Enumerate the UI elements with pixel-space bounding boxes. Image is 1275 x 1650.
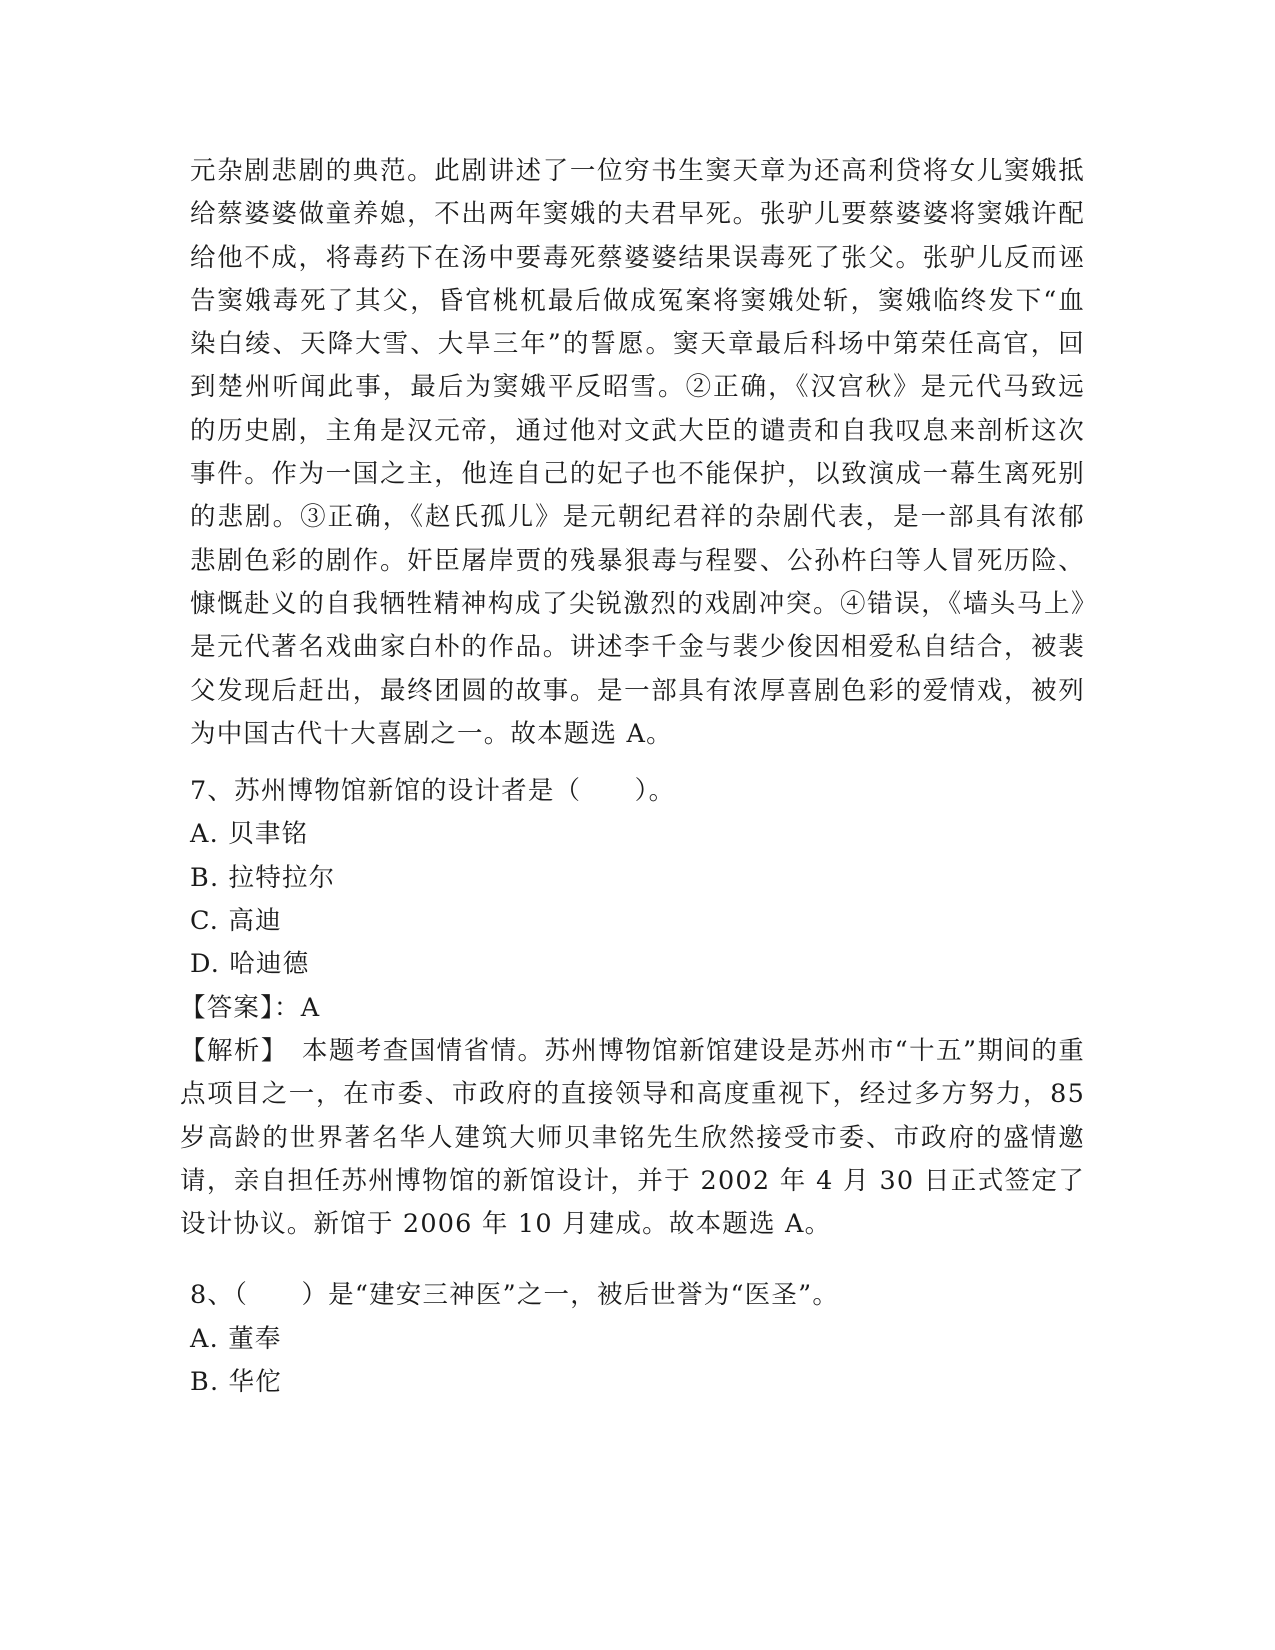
- question-7-option-a: A. 贝聿铭: [190, 819, 309, 850]
- question-7-answer: 【答案】：A: [180, 992, 321, 1023]
- q6-analysis-continuation: 元杂剧悲剧的典范。此剧讲述了一位穷书生窦天章为还高利贷将女儿窦娥抵给蔡婆婆做童养媳，不出两年窦娥的夫君早死。张驴儿要蔡婆婆将窦娥许配给他不成，将毒药下在汤中要毒死蔡婆婆结果误毒死了张父。张驴儿反而诬告窦娥毒死了其父，昏官桃杌最后做成冤案将窦娥处斩，窦娥临终发下“血染白绫、天降大雪、大旱三年”的誓愿。窦天章最后科场中第荣任高官，回到楚州听闻此事，最后为窦娥平反昭雪。②正确，《汉宫秋》是元代马致远的历史剧，主角是汉元帝，通过他对文武大臣的谴责和自我叹息来剖析这次事件。作为一国之主，他连自己的妃子也不能保护，以致演成一幕生离死别的悲剧。③正确，《赵氏孤儿》是元朝纪君祥的杂剧代表，是一部具有浓郁悲剧色彩的剧作。奸臣屠岸贾的残暴狠毒与程婴、公孙杵臼等人冒死历险、慷慨赴义的自我牺牲精神构成了尖锐激烈的戏剧冲突。④错误，《墙头马上》是元代著名戏曲家白朴的作品。讲述李千金与裴少俊因相爱私自结合，被裴父发现后赶出，最终团圆的故事。是一部具有浓厚喜剧色彩的爱情戏，被列为中国古代十大喜剧之一。故本题选 A。: [190, 156, 1085, 749]
- question-8-option-a: A. 董奉: [190, 1323, 282, 1354]
- question-7-option-d: D. 哈迪德: [190, 949, 310, 980]
- spacer: [190, 1246, 1085, 1260]
- question-7-stem: 7、苏州博物馆新馆的设计者是（ ）。: [190, 776, 676, 807]
- question-8-option-b: B. 华佗: [190, 1367, 282, 1398]
- question-7-option-b: B. 拉特拉尔: [190, 862, 336, 893]
- question-8-stem: 8、（ ）是“建安三神医”之一，被后世誉为“医圣”。: [190, 1280, 840, 1311]
- question-7-analysis: 【解析】 本题考查国情省情。苏州博物馆新馆建设是苏州市“十五”期间的重点项目之一，在市委、市政府的直接领导和高度重视下，经过多方努力，85 岁高龄的世界著名华人建筑大师贝聿铭先生欣然接受市委、市政府的盛情邀请，亲自担任苏州博物馆的新馆设计，并于 2002 年 4 月 30 日正式签定了设计协议。新馆于 2006 年 10 月建成。故本题选 A。: [180, 1035, 1085, 1240]
- question-8: [190, 1274, 1085, 1404]
- question-7: [180, 770, 1085, 1246]
- question-7-option-c: C. 高迪: [190, 906, 282, 937]
- document-page: [180, 150, 1085, 1404]
